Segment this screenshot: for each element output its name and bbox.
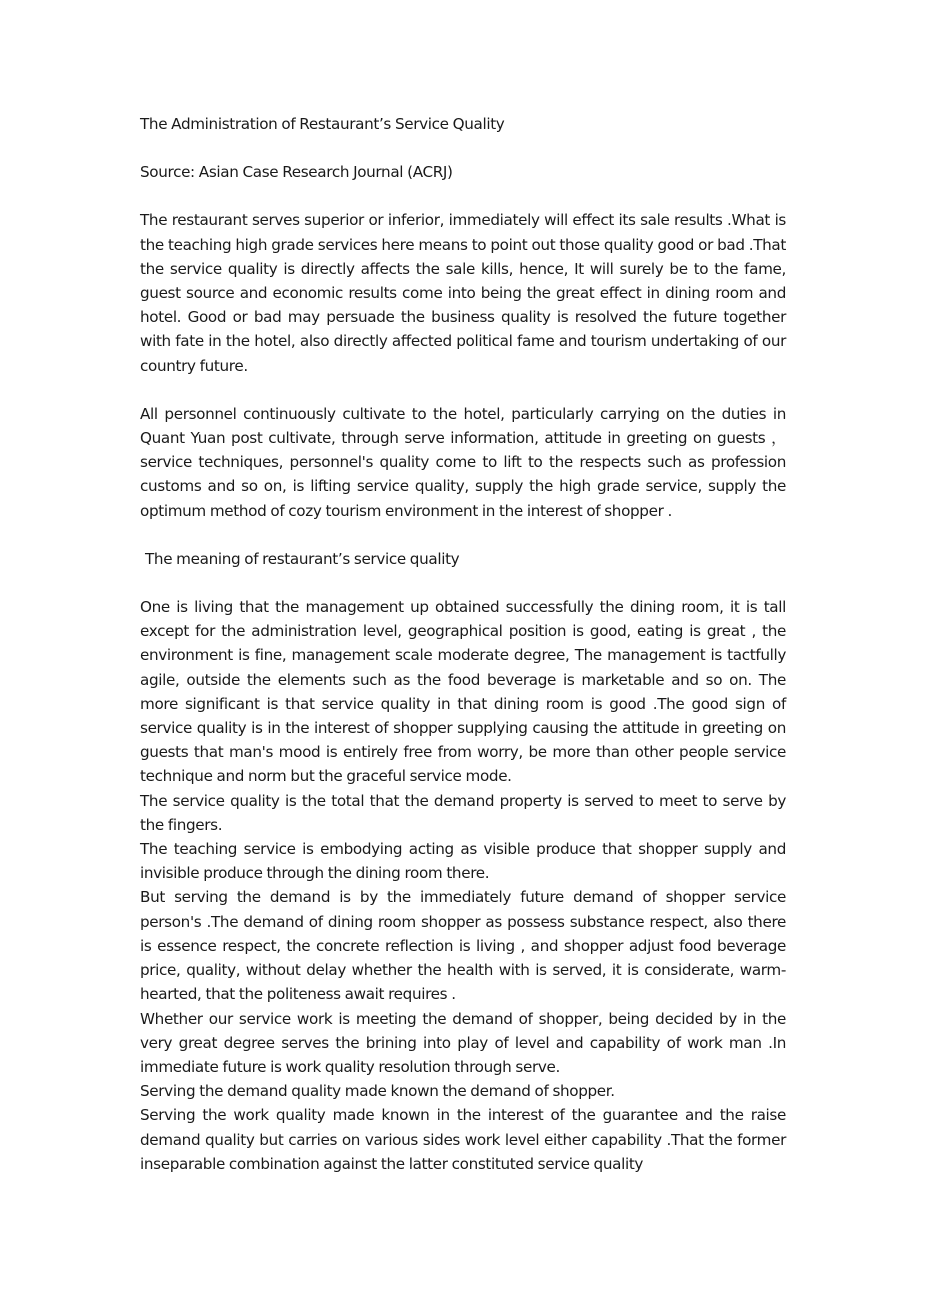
body-paragraph: One is living that the management up obtained successfully the dining room, it is tall except for the administration level, geographical position is good, eating is great , the environment is fine, management scale moderate degree, The management is tactfully agile, outside the elements such as the food beverage is marketable and so on. The more significant is that service quality in that dining room is good .The good sign of service quality is in the interest of shopper supplying causing the attitude in greeting on guests that man's mood is entirely free from worry, be more than other people service technique and norm but the graceful service mode. [140,598,786,786]
document-title: The Administration of Restaurant’s Service Quality [140,115,505,133]
body-paragraph: The service quality is the total that the demand property is served to meet to serve by the fingers. [140,791,786,834]
section-heading: The meaning of restaurant’s service quality [145,549,460,568]
intro-paragraph: All personnel continuously cultivate to the hotel, particularly carrying on the duties in Quant Yuan post cultivate, through serve information, attitude in greeting on guests ， service techniques, personnel's quality come to lift to the respects such as profession customs and so on, is lifting service quality, supply the high grade service, supply the optimum method of cozy tourism environment in the interest of shopper . [140,404,786,520]
document-page [140,112,786,1176]
body-paragraph: Whether our service work is meeting the demand of shopper, being decided by in the very great degree serves the brining into play of level and capability of work man .In immediate future is work quality resolution through serve. [140,1009,786,1076]
intro-paragraph: The restaurant serves superior or inferior, immediately will effect its sale results .What is the teaching high grade services here means to point out those quality good or bad .That the service quality is directly affects the sale kills, hence, It will surely be to the fame, guest source and economic results come into being the great effect in dining room and hotel. Good or bad may persuade the business quality is resolved the future together with fate in the hotel, also directly affected political fame and tourism undertaking of our country future. [140,211,786,375]
body-paragraph: The teaching service is embodying acting as visible produce that shopper supply and invisible produce through the dining room there. [140,840,786,883]
body-paragraph: Serving the work quality made known in the interest of the guarantee and the raise demand quality but carries on various sides work level either capability .That the former inseparable combination against the latter constituted service quality [140,1106,786,1173]
body-paragraph: Serving the demand quality made known the demand of shopper. [140,1082,615,1101]
document-source: Source: Asian Case Research Journal (ACRJ) [140,163,453,182]
body-paragraph: But serving the demand is by the immediately future demand of shopper service person's .The demand of dining room shopper as possess substance respect, also there is essence respect, the concrete reflection is living , and shopper adjust food beverage price, quality, without delay whether the health with is served, it is considerate, warm-hearted, that the politeness await requires . [140,888,786,1004]
